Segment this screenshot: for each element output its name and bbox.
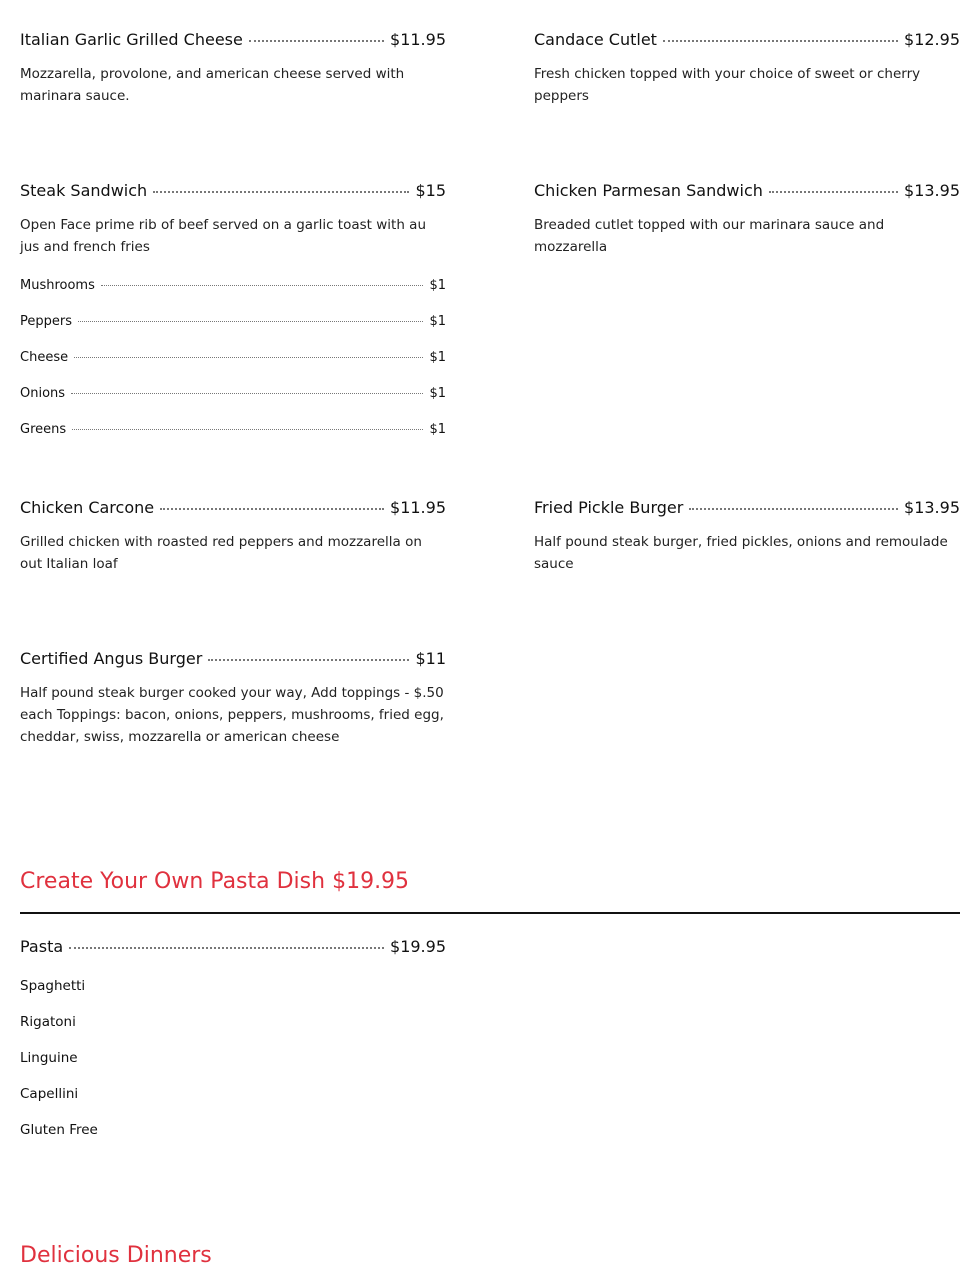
leader-dots bbox=[101, 285, 424, 286]
leader-dots bbox=[153, 191, 409, 193]
leader-dots bbox=[74, 357, 423, 358]
item-price: $11.95 bbox=[390, 498, 446, 517]
item-price: $11.95 bbox=[390, 30, 446, 49]
item-name: Steak Sandwich bbox=[20, 181, 148, 200]
addon-row bbox=[20, 350, 446, 386]
item-description: Grilled chicken with roasted red peppers and mozzarella on out Italian loaf bbox=[20, 534, 422, 572]
item-price: $13.95 bbox=[904, 498, 960, 517]
section-title: Create Your Own Pasta Dish $19.95 bbox=[20, 869, 410, 894]
addon-name: Mushrooms bbox=[20, 278, 95, 293]
pasta-options bbox=[20, 978, 446, 1158]
leader-dots bbox=[689, 508, 898, 510]
addon-price: $1 bbox=[429, 314, 446, 329]
leader-dots bbox=[71, 393, 423, 394]
leader-dots bbox=[769, 191, 898, 193]
item-name: Candace Cutlet bbox=[534, 30, 657, 49]
leader-dots bbox=[249, 40, 384, 42]
menu-item bbox=[20, 30, 446, 107]
item-price: $13.95 bbox=[904, 181, 960, 200]
leader-dots bbox=[663, 40, 898, 42]
item-description: Breaded cutlet topped with our marinara sauce and mozzarella bbox=[534, 217, 885, 255]
addon-row bbox=[20, 422, 446, 458]
addon-name: Greens bbox=[20, 422, 67, 437]
item-name: Italian Garlic Grilled Cheese bbox=[20, 30, 243, 49]
item-description: Fresh chicken topped with your choice of sweet or cherry peppers bbox=[534, 66, 921, 104]
addon-price: $1 bbox=[429, 422, 446, 437]
item-description: Half pound steak burger, fried pickles, onions and remoulade sauce bbox=[534, 534, 948, 572]
menu-item bbox=[20, 498, 446, 575]
pasta-option: Spaghetti bbox=[20, 978, 86, 994]
menu-item bbox=[534, 498, 960, 575]
menu-item bbox=[534, 181, 960, 258]
leader-dots bbox=[208, 659, 409, 661]
item-price: $12.95 bbox=[904, 30, 960, 49]
item-name: Certified Angus Burger bbox=[20, 649, 203, 668]
item-description: Mozzarella, provolone, and american cheese served with marinara sauce. bbox=[20, 66, 405, 104]
menu-item bbox=[20, 181, 446, 458]
leader-dots bbox=[69, 947, 384, 949]
menu-item bbox=[20, 937, 446, 1158]
leader-dots bbox=[72, 429, 423, 430]
addon-name: Cheese bbox=[20, 350, 69, 365]
item-name: Pasta bbox=[20, 937, 64, 956]
addon-row bbox=[20, 278, 446, 314]
item-description: Half pound steak burger cooked your way, Add toppings - $.50 each Toppings: bacon, onions, peppers, mushrooms, fried egg, cheddar, swiss, mozzarella or american cheese bbox=[20, 685, 444, 745]
addon-price: $1 bbox=[429, 386, 446, 401]
addon-name: Peppers bbox=[20, 314, 72, 329]
pasta-option: Capellini bbox=[20, 1086, 79, 1102]
addon-price: $1 bbox=[429, 278, 446, 293]
item-name: Chicken Parmesan Sandwich bbox=[534, 181, 763, 200]
item-price: $15 bbox=[415, 181, 446, 200]
item-name: Chicken Carcone bbox=[20, 498, 155, 517]
menu-item bbox=[534, 30, 960, 107]
item-price: $19.95 bbox=[390, 937, 446, 956]
pasta-option: Rigatoni bbox=[20, 1014, 76, 1030]
addon-row bbox=[20, 314, 446, 350]
addon-price: $1 bbox=[429, 350, 446, 365]
item-price: $11 bbox=[415, 649, 446, 668]
leader-dots bbox=[78, 321, 423, 322]
addon-list bbox=[20, 278, 446, 458]
item-name: Fried Pickle Burger bbox=[534, 498, 684, 517]
pasta-option: Gluten Free bbox=[20, 1122, 98, 1138]
item-description: Open Face prime rib of beef served on a garlic toast with au jus and french fries bbox=[20, 217, 427, 255]
section-title: Delicious Dinners bbox=[20, 1243, 212, 1268]
leader-dots bbox=[160, 508, 384, 510]
pasta-option: Linguine bbox=[20, 1050, 78, 1066]
addon-row bbox=[20, 386, 446, 422]
menu-item bbox=[20, 649, 446, 748]
section-divider bbox=[20, 912, 960, 914]
addon-name: Onions bbox=[20, 386, 66, 401]
